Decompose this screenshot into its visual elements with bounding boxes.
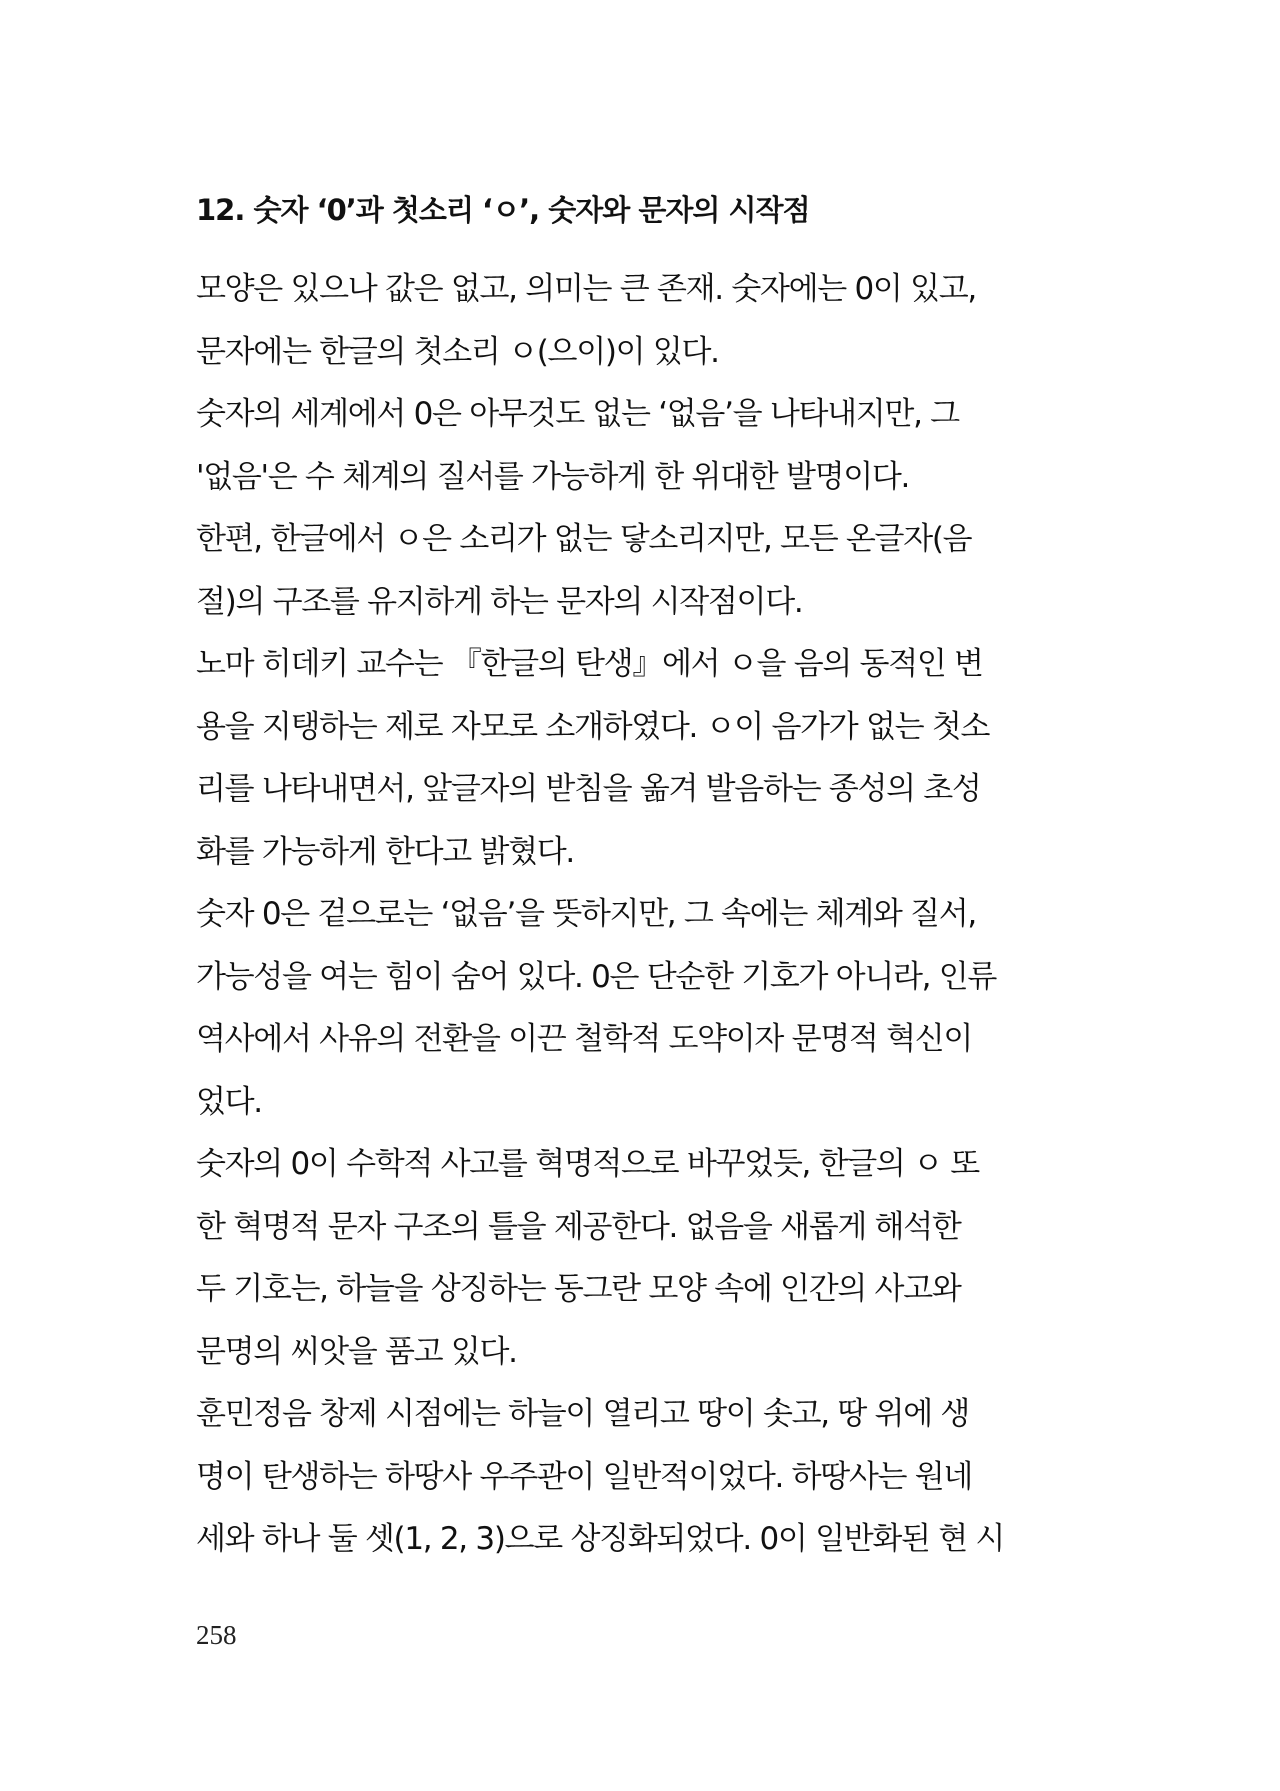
text-line: 절)의 구조를 유지하게 하는 문자의 시작점이다.: [196, 583, 803, 620]
text-line: 숫자의 0이 수학적 사고를 혁명적으로 바꾸었듯, 한글의 ㅇ 또: [196, 1146, 979, 1182]
text-line: 훈민정음 창제 시점에는 하늘이 열리고 땅이 솟고, 땅 위에 생: [196, 1396, 970, 1432]
text-line: 역사에서 사유의 전환을 이끈 철학적 도약이자 문명적 혁신이: [196, 1021, 973, 1057]
text-line: 가능성을 여는 힘이 숨어 있다. 0은 단순한 기호가 아니라, 인류: [196, 958, 997, 995]
text-line: 숫자 0은 겉으로는 ‘없음’을 뜻하지만, 그 속에는 체계와 질서,: [196, 896, 976, 932]
text-line: 화를 가능하게 한다고 밝혔다.: [196, 833, 574, 870]
chapter-title: 12. 숫자 ‘0’과 첫소리 ‘ㅇ’, 숫자와 문자의 시작점: [196, 193, 810, 227]
text-line: 문자에는 한글의 첫소리 ㅇ(으이)이 있다.: [196, 333, 719, 370]
text-line: 한편, 한글에서 ㅇ은 소리가 없는 닿소리지만, 모든 온글자(음: [196, 521, 972, 557]
text-line: 노마 히데키 교수는 『한글의 탄생』에서 ㅇ을 음의 동적인 변: [196, 646, 983, 682]
text-line: 명이 탄생하는 하땅사 우주관이 일반적이었다. 하땅사는 원네: [196, 1458, 973, 1495]
text-line: 문명의 씨앗을 품고 있다.: [196, 1333, 517, 1370]
text-line: 리를 나타내면서, 앞글자의 받침을 옮겨 발음하는 종성의 초성: [196, 771, 981, 807]
body-text: [196, 258, 1136, 1571]
text-line: 모양은 있으나 값은 없고, 의미는 큰 존재. 숫자에는 0이 있고,: [196, 271, 976, 307]
text-line: 용을 지탱하는 제로 자모로 소개하였다. ㅇ이 음가가 없는 첫소: [196, 708, 990, 745]
text-line: '없음'은 수 체계의 질서를 가능하게 한 위대한 발명이다.: [196, 458, 910, 495]
page-number: 258: [196, 1620, 237, 1650]
text-line: 한 혁명적 문자 구조의 틀을 제공한다. 없음을 새롭게 해석한: [196, 1208, 961, 1245]
text-line: 두 기호는, 하늘을 상징하는 동그란 모양 속에 인간의 사고와: [196, 1271, 961, 1307]
text-line: 세와 하나 둘 셋(1, 2, 3)으로 상징화되었다. 0이 일반화된 현 시: [196, 1521, 1005, 1557]
text-line: 숫자의 세계에서 0은 아무것도 없는 ‘없음’을 나타내지만, 그: [196, 396, 959, 432]
text-line: 었다.: [196, 1083, 262, 1120]
